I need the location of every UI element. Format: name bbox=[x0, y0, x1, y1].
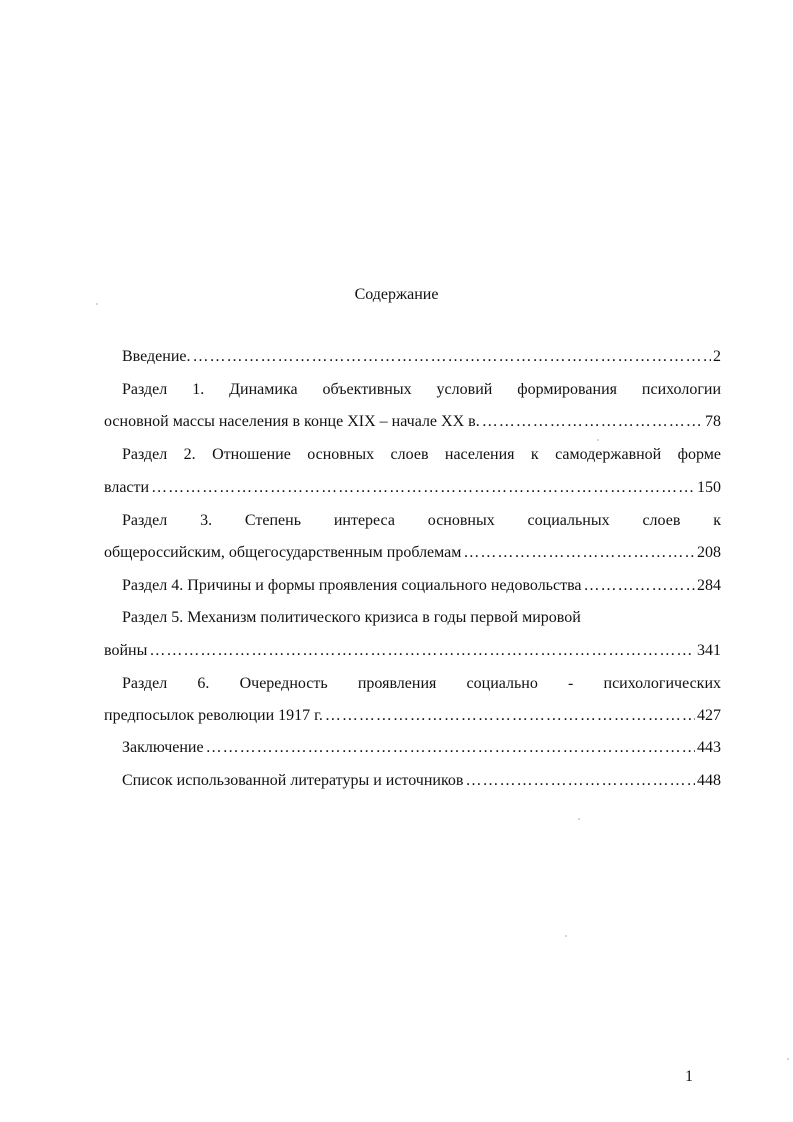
dot-leader bbox=[193, 346, 712, 368]
toc-entry-label: власти bbox=[104, 479, 150, 496]
dot-leader bbox=[206, 737, 695, 759]
scan-speck bbox=[96, 303, 98, 305]
toc-entry-bibliography bbox=[104, 770, 721, 792]
toc-entry-conclusion bbox=[104, 737, 721, 759]
page-title: Содержание bbox=[354, 286, 439, 303]
toc-entry-section-6-line-1: Раздел 6. Очередность проявления социально - психологических bbox=[122, 675, 721, 692]
toc-entry-introduction bbox=[104, 346, 721, 368]
toc-entry-page: 341 bbox=[697, 642, 721, 659]
toc-entry-section-1-line-1: Раздел 1. Динамика объективных условий формирования психологии bbox=[122, 381, 721, 398]
dot-leader bbox=[151, 477, 695, 499]
toc-entry-section-2-line-1: Раздел 2. Отношение основных слоев населения к самодержавной форме bbox=[122, 446, 721, 463]
toc-entry-page: 427 bbox=[697, 707, 721, 724]
dot-leader bbox=[584, 575, 695, 597]
toc-entry-section-1-line-2 bbox=[104, 411, 721, 433]
toc-entry-page: 443 bbox=[697, 739, 721, 756]
toc-entry-section-3-line-2 bbox=[104, 542, 721, 564]
dot-leader bbox=[149, 640, 695, 662]
toc-entry-label: Введение. bbox=[122, 348, 191, 365]
scan-speck bbox=[565, 935, 567, 937]
toc-entry-label: Список использованной литературы и источников bbox=[122, 772, 464, 789]
toc-entry-section-3-line-1: Раздел 3. Степень интереса основных социальных слоев к bbox=[122, 512, 721, 529]
toc-entry-label: Раздел 4. Причины и формы проявления социального недовольства bbox=[122, 577, 582, 594]
toc-entry-page: 208 bbox=[697, 544, 721, 561]
dot-leader bbox=[325, 705, 695, 727]
toc-entry-section-4 bbox=[104, 575, 721, 597]
toc-entry-label: войны bbox=[104, 642, 148, 659]
toc-entry-page: 448 bbox=[697, 772, 721, 789]
dot-leader bbox=[463, 542, 695, 564]
toc-entry-page: 150 bbox=[697, 479, 721, 496]
toc-entry-label: общероссийским, общегосударственным проблемам bbox=[104, 544, 462, 561]
toc-entry-label: предпосылок революции 1917 г. bbox=[104, 707, 323, 724]
toc-entry-section-2-line-2 bbox=[104, 477, 721, 499]
scan-speck bbox=[597, 439, 599, 441]
toc-entry-page: 78 bbox=[705, 413, 721, 430]
toc-entry-label: основной массы населения в конце XIX – начале XX в. bbox=[104, 413, 480, 430]
toc-entry-section-5-line-1: Раздел 5. Механизм политического кризиса в годы первой мировой bbox=[122, 609, 581, 626]
toc-entry-page: 284 bbox=[697, 577, 721, 594]
toc-entry-section-6-line-2 bbox=[104, 705, 721, 727]
toc-entry-label: Заключение bbox=[122, 739, 204, 756]
dot-leader bbox=[482, 411, 703, 433]
page-number: 1 bbox=[685, 1068, 693, 1085]
toc-entry-section-5-line-2 bbox=[104, 640, 721, 662]
toc-entry-page: 2 bbox=[713, 348, 721, 365]
scan-speck bbox=[787, 1058, 789, 1060]
dot-leader bbox=[465, 770, 695, 792]
scan-speck bbox=[578, 818, 580, 820]
